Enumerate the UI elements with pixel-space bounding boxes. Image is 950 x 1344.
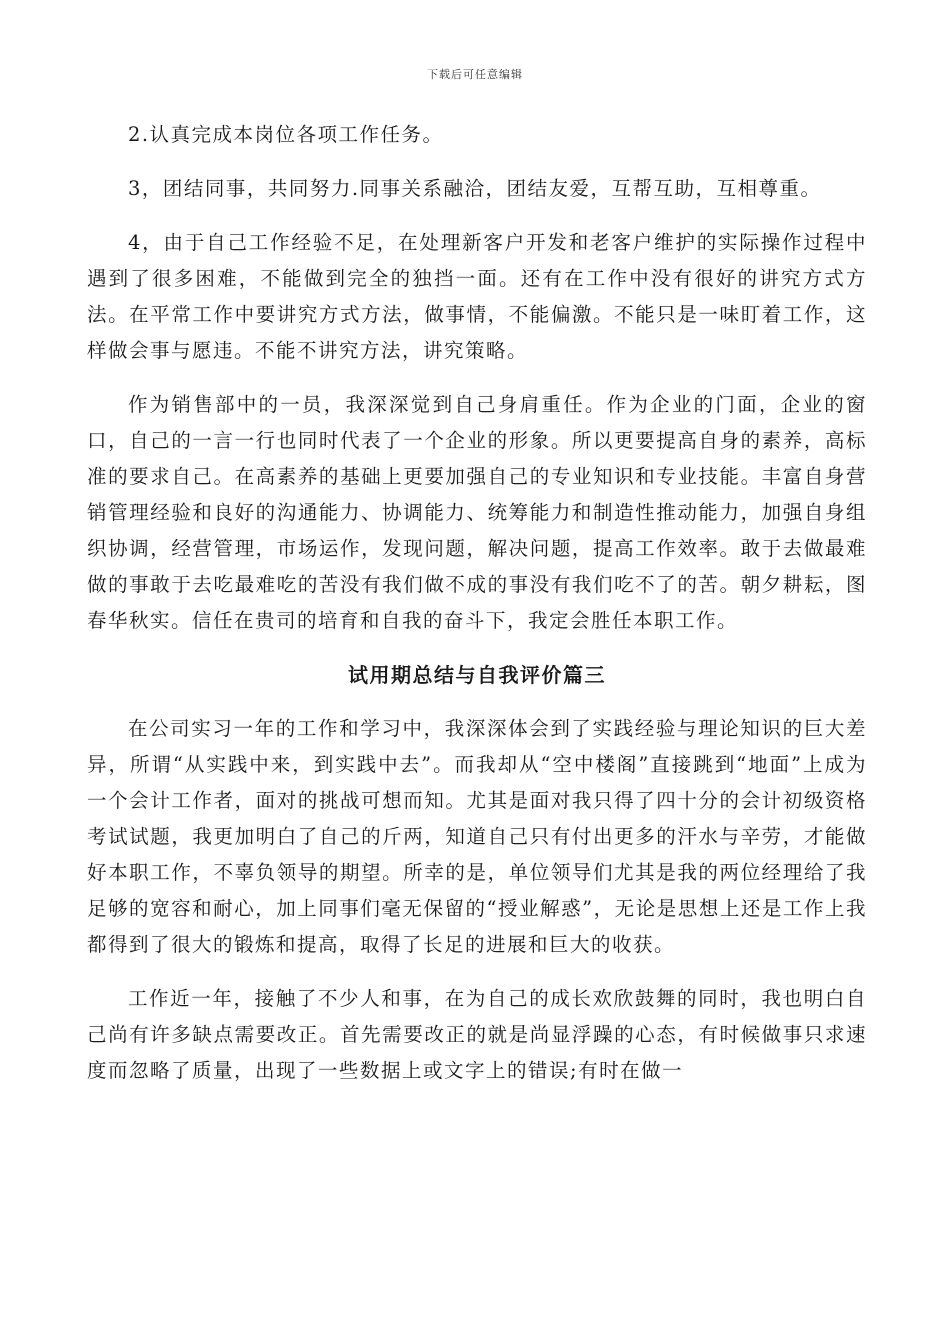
header-note: 下载后可任意编辑 [427, 68, 523, 81]
paragraph-internship: 在公司实习一年的工作和学习中，我深深体会到了实践经验与理论知识的巨大差异，所谓“从实践中来，到实践中去”。而我却从“空中楼阁”直接跳到“地面”上成为一个会计工作者，面对的挑战可想而知。尤其是面对我只得了四十分的会计初级资格考试试题，我更加明白了自己的斤两，知道自己只有付出更多的汗水与辛劳，才能做好本职工作，不辜负领导的期望。所幸的是，单位领导们尤其是我的两位经理给了我足够的宽容和耐心，加上同事们毫无保留的“授业解惑”，无论是思想上还是工作上我都得到了很大的锻炼和提高，取得了长足的进展和巨大的收获。 [87, 717, 867, 956]
section-title: 试用期总结与自我评价篇三 [348, 663, 606, 687]
paragraph-sales-dept: 作为销售部中的一员，我深深觉到自己身肩重任。作为企业的门面，企业的窗口，自己的一言一行也同时代表了一个企业的形象。所以更要提高自身的素养，高标准的要求自己。在高素养的基础上更要加强自己的专业知识和专业技能。丰富自身营销管理经验和良好的沟通能力、协调能力、统筹能力和制造性推动能力，加强自身组织协调，经营管理，市场运作，发现问题，解决问题，提高工作效率。敢于去做最难做的事敢于去吃最难吃的苦没有我们做不成的事没有我们吃不了的苦。朝夕耕耘，图春华秋实。信任在贵司的培育和自我的奋斗下，我定会胜任本职工作。 [87, 393, 867, 632]
paragraph-item-3: 3，团结同事，共同努力.同事关系融洽，团结友爱，互帮互助，互相尊重。 [127, 177, 822, 200]
paragraph-item-2: 2.认真完成本岗位各项工作任务。 [127, 123, 444, 146]
document-body [87, 117, 867, 1107]
paragraph-near-one-year: 工作近一年，接触了不少人和事，在为自己的成长欢欣鼓舞的同时，我也明白自己尚有许多缺点需要改正。首先需要改正的就是尚显浮躁的心态，有时候做事只求速度而忽略了质量，出现了一些数据上或文字上的错误;有时在做一 [87, 987, 867, 1082]
paragraph-item-4: 4，由于自己工作经验不足，在处理新客户开发和老客户维护的实际操作过程中遇到了很多困难，不能做到完全的独挡一面。还有在工作中没有很好的讲究方式方法。在平常工作中要讲究方式方法，做事情，不能偏激。不能只是一味盯着工作，这样做会事与愿违。不能不讲究方法，讲究策略。 [87, 231, 867, 362]
